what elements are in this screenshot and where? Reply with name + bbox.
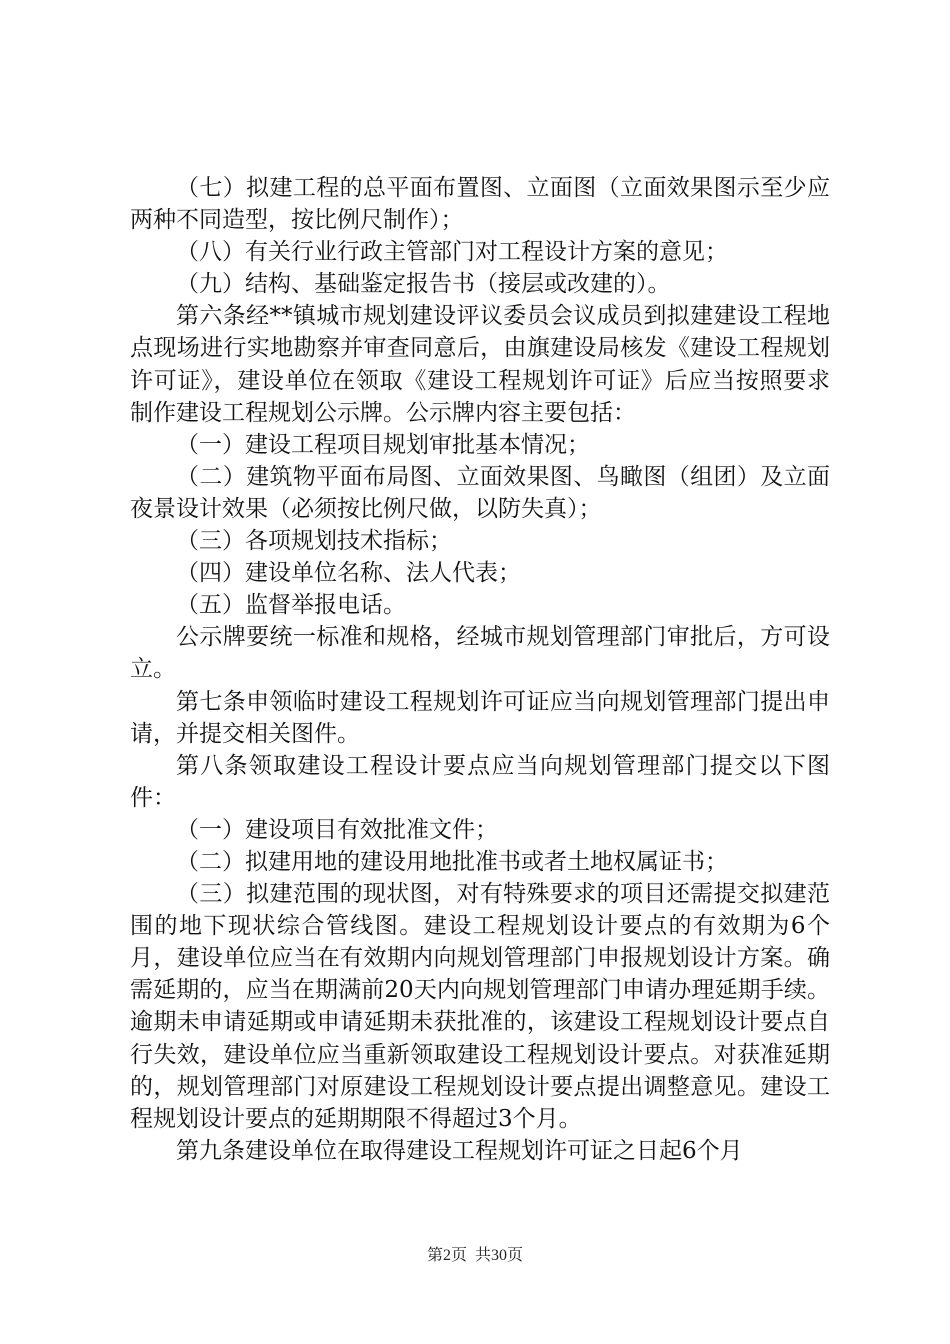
paragraph-article-7: 第七条申领临时建设工程规划许可证应当向规划管理部门提出申请，并提交相关图件。: [130, 688, 830, 747]
paragraph-item-8: （八）有关行业行政主管部门对工程设计方案的意见；: [176, 239, 728, 266]
paragraph-article-6: 第六条经**镇城市规划建设评议委员会议成员到拟建建设工程地点现场进行实地勘察并审查同意后，由旗建设局核发《建设工程规划许可证》，建设单位在领取《建设工程规划许可证》后应当按照要求制作建设工程规划公示牌。公示牌内容主要包括：: [130, 303, 830, 426]
paragraph-item-9: （九）结构、基础鉴定报告书（接层或改建的）。: [176, 271, 671, 298]
paragraph-item-2b: （二）拟建用地的建设用地批准书或者土地权属证书；: [176, 848, 728, 875]
paragraph-item-5: （五）监督举报电话。: [176, 592, 406, 619]
document-body: [130, 172, 830, 1167]
paragraph-item-3b: （三）拟建范围的现状图，对有特殊要求的项目还需提交拟建范围的地下现状综合管线图。建设工程规划设计要点的有效期为6个月，建设单位应当在有效期内向规划管理部门申报规划设计方案。确需延期的，应当在期满前20天内向规划管理部门申请办理延期手续。逾期未申请延期或申请延期未获批准的，该建设工程规划设计要点自行失效，建设单位应当重新领取建设工程规划设计要点。对获准延期的，规划管理部门对原建设工程规划设计要点提出调整意见。建设工程规划设计要点的延期期限不得超过3个月。: [130, 881, 830, 1132]
page-footer: [0, 1242, 950, 1265]
paragraph-item-4: （四）建设单位名称、法人代表；: [176, 560, 521, 587]
paragraph-signboard-note: 公示牌要统一标准和规格，经城市规划管理部门审批后，方可设立。: [130, 624, 830, 683]
paragraph-item-3: （三）各项规划技术指标；: [176, 528, 452, 555]
paragraph-article-9: 第九条建设单位在取得建设工程规划许可证之日起6个月: [176, 1137, 743, 1164]
paragraph-item-7: （七）拟建工程的总平面布置图、立面图（立面效果图示至少应两种不同造型，按比例尺制作）；: [130, 175, 830, 234]
paragraph-article-8: 第八条领取建设工程设计要点应当向规划管理部门提交以下图件：: [130, 752, 830, 811]
paragraph-item-2: （二）建筑物平面布局图、立面效果图、鸟瞰图（组团）及立面夜景设计效果（必须按比例尺做，以防失真）；: [130, 463, 830, 522]
paragraph-item-1: （一）建设工程项目规划审批基本情况；: [176, 431, 590, 458]
page-number-label: 第2页 共30页: [426, 1247, 523, 1264]
paragraph-item-1b: （一）建设项目有效批准文件；: [176, 816, 498, 843]
